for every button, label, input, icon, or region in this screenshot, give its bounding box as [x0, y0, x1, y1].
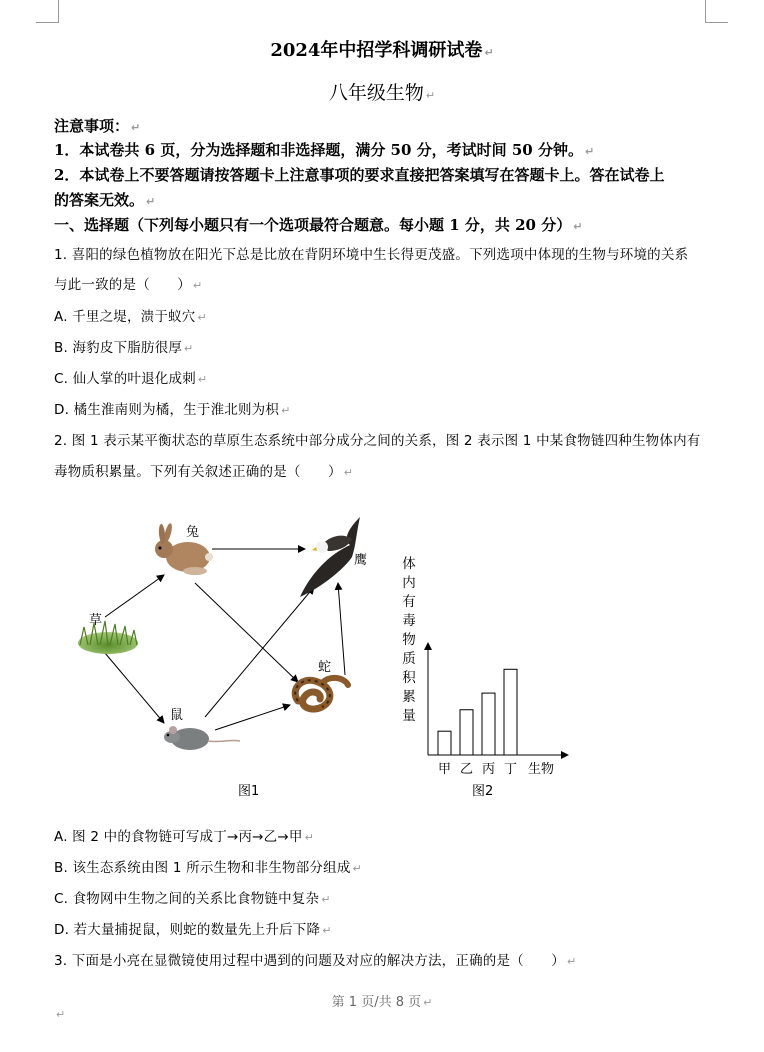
- bar-4: [504, 669, 517, 755]
- note-2-line-2: 的答案无效。 ↵: [54, 191, 156, 209]
- snake-icon: [295, 678, 348, 709]
- grass-icon: [78, 621, 138, 654]
- bar-2: [460, 710, 473, 755]
- bar-3: [482, 693, 495, 755]
- mouse-label: 鼠: [170, 708, 184, 723]
- notes-heading: 注意事项： ↵: [54, 117, 141, 135]
- q2-option-c: C. 食物网中生物之间的关系比食物链中复杂 ↵: [54, 891, 331, 907]
- x-tick-label: 丁: [503, 762, 518, 777]
- page-subtitle: 八年级生物 ↵: [328, 82, 436, 104]
- q1-option-a: A. 千里之堤，溃于蚁穴 ↵: [54, 309, 207, 325]
- q3-stem-line-1: 3. 下面是小亮在显微镜使用过程中遇到的问题及对应的解决方法，正确的是（ ） ↵: [54, 953, 577, 969]
- page-title: 2024年中招学科调研试卷 ↵: [270, 40, 494, 61]
- q2-option-b: B. 该生态系统由图 1 所示生物和非生物部分组成 ↵: [54, 860, 362, 876]
- note-1: 1．本试卷共 6 页，分为选择题和非选择题，满分 50 分，考试时间 50 分钟。 ↵: [54, 141, 595, 159]
- figure-2-caption: 图2: [472, 784, 494, 799]
- grass-label: 草: [89, 613, 103, 628]
- crop-mark-top-right: [705, 0, 728, 23]
- figure-2-y-axis-label: 体内有毒物质积累量: [402, 556, 416, 724]
- rabbit-label: 兔: [186, 525, 200, 540]
- figure-1-food-web: [60, 505, 380, 805]
- eagle-icon: [300, 517, 360, 597]
- q1-option-d: D. 橘生淮南则为橘，生于淮北则为枳 ↵: [54, 402, 291, 418]
- rabbit-icon: [155, 523, 213, 575]
- x-tick-label: 乙: [459, 762, 474, 777]
- q2-option-d: D. 若大量捕捉鼠，则蛇的数量先上升后下降 ↵: [54, 922, 332, 938]
- x-tick-label: 丙: [481, 762, 496, 777]
- q2-option-a: A. 图 2 中的食物链可写成丁→丙→乙→甲 ↵: [54, 829, 315, 845]
- q1-option-b: B. 海豹皮下脂肪很厚 ↵: [54, 340, 194, 356]
- q1-stem-line-1: 1. 喜阳的绿色植物放在阳光下总是比放在背阴环境中生长得更茂盛。下列选项中体现的生物与环境的关系: [54, 247, 689, 263]
- mouse-icon: [164, 726, 240, 750]
- bar-1: [438, 731, 451, 755]
- figure-1-caption: 图1: [238, 784, 260, 799]
- note-2-line-1: 2．本试卷上不要答题请按答题卡上注意事项的要求直接把答案填写在答题卡上。答在试卷上: [54, 166, 665, 184]
- x-axis-label: 生物: [528, 762, 555, 777]
- section-heading: 一、选择题（下列每小题只有一个选项最符合题意。每小题 1 分，共 20 分） ↵: [54, 216, 583, 234]
- eagle-label: 鹰: [354, 553, 368, 568]
- x-tick-label: 甲: [437, 762, 452, 777]
- figure-2-bar-chart: [420, 635, 580, 785]
- q2-stem-line-2: 毒物质积累量。下列有关叙述正确的是（ ） ↵: [54, 464, 354, 480]
- snake-label: 蛇: [318, 660, 332, 675]
- q1-option-c: C. 仙人掌的叶退化成刺 ↵: [54, 371, 208, 387]
- page-footer: 第 1 页/共 8 页 ↵: [331, 995, 433, 1010]
- crop-mark-top-left: [36, 0, 59, 23]
- q1-stem-line-2: 与此一致的是（ ） ↵: [54, 277, 203, 293]
- trailing-paragraph-mark: ↵: [56, 1008, 66, 1021]
- q2-stem-line-1: 2. 图 1 表示某平衡状态的草原生态系统中部分成分之间的关系，图 2 表示图 1 中某食物链四种生物体内有: [54, 433, 701, 449]
